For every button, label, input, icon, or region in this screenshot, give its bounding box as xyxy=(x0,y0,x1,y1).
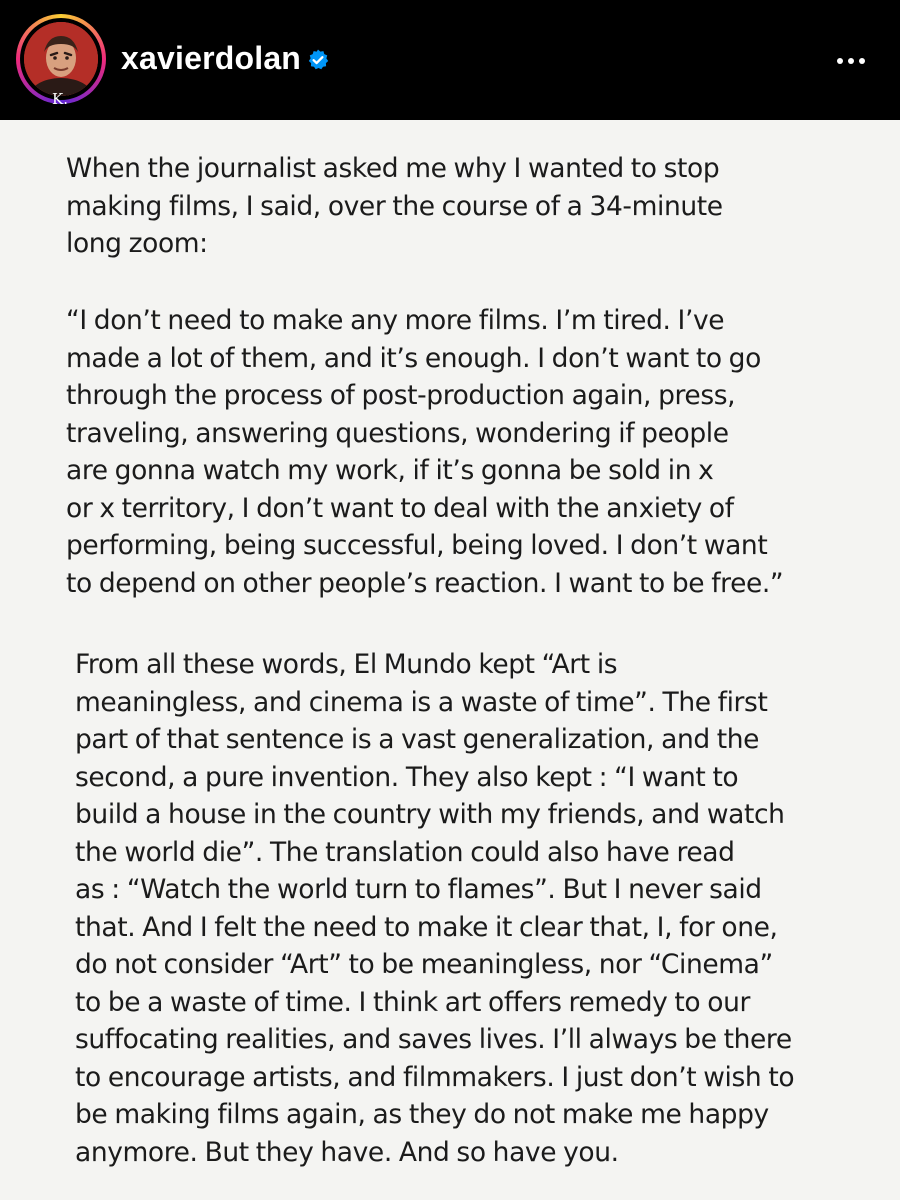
avatar[interactable] xyxy=(24,22,98,96)
verified-badge-icon xyxy=(306,48,330,72)
more-options-icon xyxy=(837,58,843,64)
post-image-text xyxy=(0,120,900,1200)
paragraph-question: When the journalist asked me why I wanted to stop making films, I said, over the course of a 34-minute long zoom: xyxy=(66,153,723,259)
post-header xyxy=(0,0,900,120)
paragraph-response: From all these words, El Mundo kept “Art is meaningless, and cinema is a waste of time”. The first part of that sentence is a vast generalization, and the second, a pure invention. They also kept : “I want to build a house in the country with my friends, and watch the world die”. The translation could also have read as : “Watch the world turn to flames”. But I never said that. And I felt the need to make it clear that, I, for one, do not consider “Art” to be meaningless, nor “Cinema” to be a waste of time. I think art offers remedy to our suffocating realities, and saves lives. I’ll always be there to encourage artists, and filmmakers. I just don’t wish to be making films again, as they do not make me happy anymore. But they have. And so have you. xyxy=(75,649,795,1168)
avatar-portrait-icon xyxy=(24,22,98,96)
more-options-button[interactable] xyxy=(828,44,874,78)
username[interactable]: xavierdolan xyxy=(121,40,302,76)
paragraph-quote: “I don’t need to make any more films. I’m tired. I’ve made a lot of them, and it’s enough. I don’t want to go through the process of post-production again, press, traveling, answering questions, wondering if people are gonna watch my work, if it’s gonna be sold in x or x territory, I don’t want to deal with the anxiety of performing, being successful, being loved. I don’t want to depend on other people’s reaction. I want to be free.” xyxy=(66,305,784,599)
story-ring[interactable] xyxy=(16,14,106,108)
avatar-initial: K. xyxy=(52,90,68,108)
